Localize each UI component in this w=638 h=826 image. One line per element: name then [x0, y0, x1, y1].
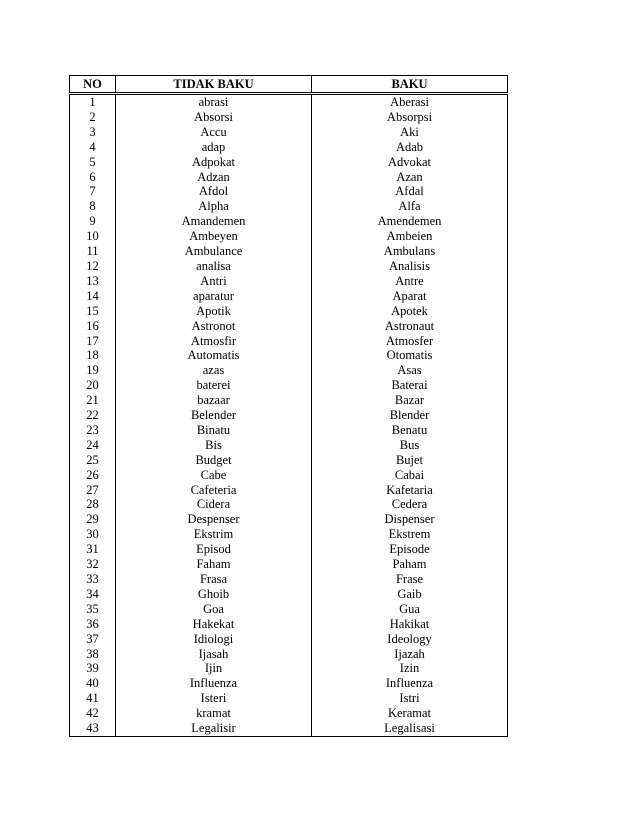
word-baku: Paham — [312, 557, 508, 572]
word-baku: Cedera — [312, 497, 508, 512]
word-tidak-baku: azas — [116, 363, 312, 378]
word-tidak-baku: kramat — [116, 706, 312, 721]
row-number: 31 — [70, 542, 116, 557]
header-baku: BAKU — [312, 76, 508, 94]
word-tidak-baku: Ambeyen — [116, 229, 312, 244]
row-number: 39 — [70, 661, 116, 676]
row-number: 12 — [70, 259, 116, 274]
row-number: 34 — [70, 587, 116, 602]
table-row — [70, 647, 508, 662]
word-baku: Cabai — [312, 468, 508, 483]
table-row — [70, 259, 508, 274]
word-tidak-baku: Frasa — [116, 572, 312, 587]
row-number: 38 — [70, 647, 116, 662]
word-baku: Aberasi — [312, 94, 508, 110]
word-baku: Legalisasi — [312, 721, 508, 736]
row-number: 18 — [70, 348, 116, 363]
row-number: 21 — [70, 393, 116, 408]
table-row — [70, 244, 508, 259]
word-tidak-baku: Bis — [116, 438, 312, 453]
word-tidak-baku: Afdol — [116, 184, 312, 199]
word-baku: Antre — [312, 274, 508, 289]
word-baku: Benatu — [312, 423, 508, 438]
word-baku: Amendemen — [312, 214, 508, 229]
table-row — [70, 184, 508, 199]
word-tidak-baku: Idiologi — [116, 632, 312, 647]
word-tidak-baku: Influenza — [116, 676, 312, 691]
table-row — [70, 304, 508, 319]
table-row — [70, 274, 508, 289]
table-row — [70, 721, 508, 736]
word-baku: Gaib — [312, 587, 508, 602]
word-tidak-baku: Adzan — [116, 170, 312, 185]
row-number: 23 — [70, 423, 116, 438]
table-row — [70, 572, 508, 587]
table-row — [70, 94, 508, 110]
row-number: 19 — [70, 363, 116, 378]
word-baku: Hakikat — [312, 617, 508, 632]
header-tidak-baku: TIDAK BAKU — [116, 76, 312, 94]
row-number: 32 — [70, 557, 116, 572]
row-number: 1 — [70, 94, 116, 110]
table-row — [70, 632, 508, 647]
table-row — [70, 468, 508, 483]
row-number: 8 — [70, 199, 116, 214]
word-tidak-baku: Absorsi — [116, 110, 312, 125]
word-baku: Kafetaria — [312, 483, 508, 498]
row-number: 6 — [70, 170, 116, 185]
word-baku: Baterai — [312, 378, 508, 393]
word-tidak-baku: Accu — [116, 125, 312, 140]
word-tidak-baku: Ijasah — [116, 647, 312, 662]
word-baku: Apotek — [312, 304, 508, 319]
word-baku: Influenza — [312, 676, 508, 691]
word-tidak-baku: Automatis — [116, 348, 312, 363]
table-row — [70, 602, 508, 617]
row-number: 33 — [70, 572, 116, 587]
word-tidak-baku: adap — [116, 140, 312, 155]
word-baku: Otomatis — [312, 348, 508, 363]
table-row — [70, 691, 508, 706]
word-baku: Ijazah — [312, 647, 508, 662]
table-row — [70, 557, 508, 572]
row-number: 14 — [70, 289, 116, 304]
table-row — [70, 348, 508, 363]
table-row — [70, 334, 508, 349]
word-tidak-baku: Amandemen — [116, 214, 312, 229]
row-number: 37 — [70, 632, 116, 647]
table-row — [70, 363, 508, 378]
row-number: 26 — [70, 468, 116, 483]
word-baku: Episode — [312, 542, 508, 557]
word-tidak-baku: Episod — [116, 542, 312, 557]
word-baku: Atmosfer — [312, 334, 508, 349]
word-tidak-baku: Belender — [116, 408, 312, 423]
table-row — [70, 393, 508, 408]
word-baku: Asas — [312, 363, 508, 378]
table-row — [70, 661, 508, 676]
row-number: 40 — [70, 676, 116, 691]
word-baku: Azan — [312, 170, 508, 185]
word-baku: Bazar — [312, 393, 508, 408]
word-baku: Bus — [312, 438, 508, 453]
word-baku: Dispenser — [312, 512, 508, 527]
row-number: 2 — [70, 110, 116, 125]
word-baku: Absorpsi — [312, 110, 508, 125]
word-baku: Ekstrem — [312, 527, 508, 542]
table-row — [70, 214, 508, 229]
row-number: 22 — [70, 408, 116, 423]
row-number: 4 — [70, 140, 116, 155]
word-tidak-baku: Apotik — [116, 304, 312, 319]
row-number: 36 — [70, 617, 116, 632]
word-tidak-baku: Budget — [116, 453, 312, 468]
row-number: 20 — [70, 378, 116, 393]
word-tidak-baku: bazaar — [116, 393, 312, 408]
word-tidak-baku: baterei — [116, 378, 312, 393]
row-number: 11 — [70, 244, 116, 259]
word-tidak-baku: Astronot — [116, 319, 312, 334]
table-body — [70, 94, 508, 737]
word-tidak-baku: Atmosfir — [116, 334, 312, 349]
table-row — [70, 408, 508, 423]
table-row — [70, 125, 508, 140]
row-number: 13 — [70, 274, 116, 289]
row-number: 5 — [70, 155, 116, 170]
word-baku: Afdal — [312, 184, 508, 199]
table-row — [70, 110, 508, 125]
word-tidak-baku: Cabe — [116, 468, 312, 483]
word-baku: Alfa — [312, 199, 508, 214]
table-row — [70, 617, 508, 632]
word-tidak-baku: analisa — [116, 259, 312, 274]
table-header-row — [70, 76, 508, 94]
row-number: 24 — [70, 438, 116, 453]
word-tidak-baku: Adpokat — [116, 155, 312, 170]
word-baku: Adab — [312, 140, 508, 155]
word-baku: Blender — [312, 408, 508, 423]
row-number: 7 — [70, 184, 116, 199]
table-row — [70, 319, 508, 334]
word-tidak-baku: Hakekat — [116, 617, 312, 632]
word-tidak-baku: Cafeteria — [116, 483, 312, 498]
table-row — [70, 199, 508, 214]
row-number: 3 — [70, 125, 116, 140]
word-baku: Ideology — [312, 632, 508, 647]
word-baku: Ambulans — [312, 244, 508, 259]
header-no: NO — [70, 76, 116, 94]
table-row — [70, 706, 508, 721]
word-tidak-baku: Despenser — [116, 512, 312, 527]
row-number: 35 — [70, 602, 116, 617]
row-number: 27 — [70, 483, 116, 498]
table-row — [70, 512, 508, 527]
word-tidak-baku: aparatur — [116, 289, 312, 304]
word-tidak-baku: abrasi — [116, 94, 312, 110]
word-tidak-baku: Antri — [116, 274, 312, 289]
row-number: 25 — [70, 453, 116, 468]
row-number: 15 — [70, 304, 116, 319]
row-number: 42 — [70, 706, 116, 721]
row-number: 43 — [70, 721, 116, 736]
word-baku: Keramat — [312, 706, 508, 721]
word-baku: Istri — [312, 691, 508, 706]
table-row — [70, 229, 508, 244]
word-tidak-baku: Isteri — [116, 691, 312, 706]
word-tidak-baku: Alpha — [116, 199, 312, 214]
table-row — [70, 140, 508, 155]
word-tidak-baku: Ekstrim — [116, 527, 312, 542]
word-tidak-baku: Cidera — [116, 497, 312, 512]
row-number: 16 — [70, 319, 116, 334]
row-number: 41 — [70, 691, 116, 706]
word-tidak-baku: Goa — [116, 602, 312, 617]
word-baku: Aki — [312, 125, 508, 140]
word-baku: Aparat — [312, 289, 508, 304]
table-row — [70, 542, 508, 557]
table-row — [70, 438, 508, 453]
table-row — [70, 587, 508, 602]
table-row — [70, 453, 508, 468]
word-tidak-baku: Legalisir — [116, 721, 312, 736]
word-table — [69, 75, 508, 737]
table-row — [70, 155, 508, 170]
table-row — [70, 423, 508, 438]
word-tidak-baku: Ghoib — [116, 587, 312, 602]
row-number: 30 — [70, 527, 116, 542]
word-baku: Analisis — [312, 259, 508, 274]
word-baku: Astronaut — [312, 319, 508, 334]
word-tidak-baku: Faham — [116, 557, 312, 572]
row-number: 29 — [70, 512, 116, 527]
word-tidak-baku: Ambulance — [116, 244, 312, 259]
word-tidak-baku: Binatu — [116, 423, 312, 438]
table-row — [70, 527, 508, 542]
row-number: 17 — [70, 334, 116, 349]
word-baku: Ambeien — [312, 229, 508, 244]
row-number: 28 — [70, 497, 116, 512]
table-row — [70, 497, 508, 512]
row-number: 10 — [70, 229, 116, 244]
word-baku: Izin — [312, 661, 508, 676]
table-row — [70, 676, 508, 691]
word-baku: Frase — [312, 572, 508, 587]
table-row — [70, 378, 508, 393]
word-baku: Bujet — [312, 453, 508, 468]
word-tidak-baku: Ijin — [116, 661, 312, 676]
table-row — [70, 289, 508, 304]
table-row — [70, 483, 508, 498]
row-number: 9 — [70, 214, 116, 229]
word-baku: Advokat — [312, 155, 508, 170]
word-baku: Gua — [312, 602, 508, 617]
table-row — [70, 170, 508, 185]
